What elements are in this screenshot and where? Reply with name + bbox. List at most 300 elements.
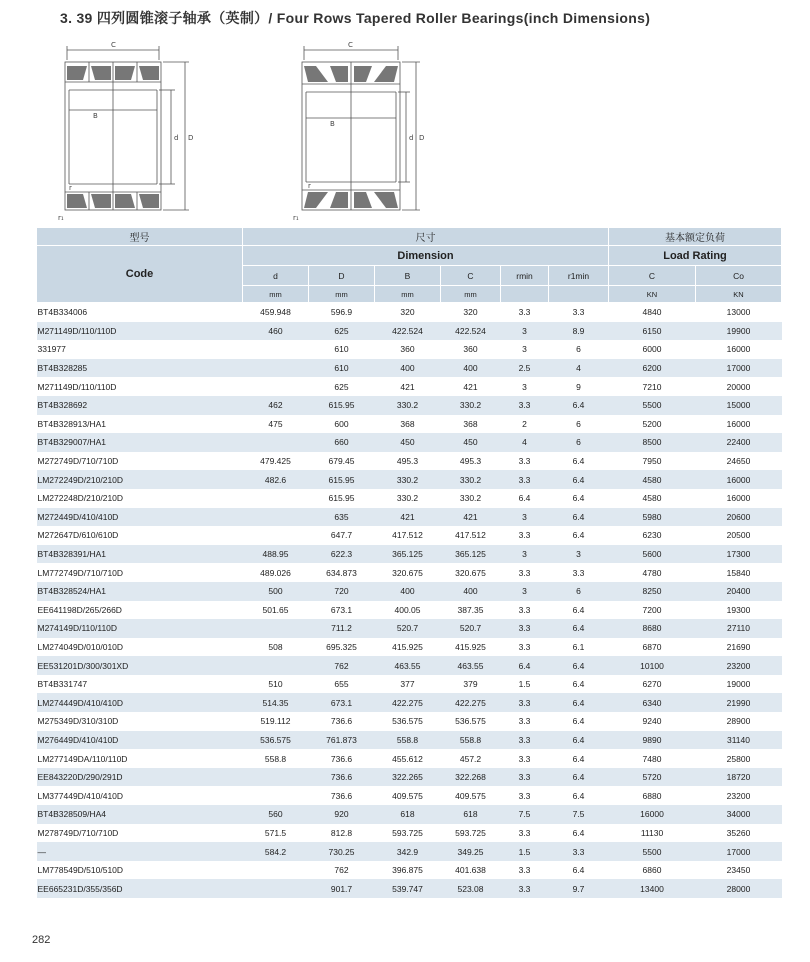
table-cell: 6340 <box>609 693 696 712</box>
table-cell: 558.8 <box>441 731 501 750</box>
table-cell: 6.4 <box>572 604 585 615</box>
table-cell: 421 <box>463 381 478 392</box>
table-cell <box>243 359 309 378</box>
table-cell <box>243 377 309 396</box>
table-cell: 422.275 <box>375 693 441 712</box>
bearing-code-cell: BT4B328524/HA1 <box>37 582 243 601</box>
table-cell: 23200 <box>696 656 782 675</box>
table-cell: 320.675 <box>455 567 486 578</box>
table-cell: 422.275 <box>441 693 501 712</box>
bearing-code-cell: M272647D/610/610D <box>37 530 119 541</box>
table-cell: 450 <box>375 433 441 452</box>
table-cell: 536.575 <box>455 716 486 727</box>
table-cell: 31140 <box>696 731 782 750</box>
table-cell: 417.512 <box>455 530 486 541</box>
table-cell: 455.612 <box>392 753 423 764</box>
table-cell: 16000 <box>726 344 751 355</box>
table-cell: 6880 <box>642 790 662 801</box>
table-cell: 3.3 <box>518 827 531 838</box>
table-cell: 593.725 <box>392 827 423 838</box>
label-big-d: D <box>419 134 425 142</box>
table-cell <box>243 768 309 787</box>
table-cell: 422.524 <box>441 322 501 341</box>
table-cell: 6.4 <box>549 508 609 527</box>
column-header: C <box>609 266 696 286</box>
bearing-spec-table <box>36 227 782 898</box>
table-cell <box>243 656 309 675</box>
bearing-code-cell: M271149D/110/110D <box>37 322 243 341</box>
table-cell: 365.125 <box>375 545 441 564</box>
bearing-code-cell: BT4B334006 <box>37 307 88 318</box>
bearing-code-cell: LM272248D/210/210D <box>37 493 124 504</box>
table-cell: 360 <box>400 344 415 355</box>
table-row <box>37 508 782 527</box>
table-cell: 13000 <box>726 307 751 318</box>
page-title: 3. 39 四列圆锥滚子轴承（英制）/ Four Rows Tapered Roller Bearings(inch Dimensions) <box>60 10 651 26</box>
table-cell: 459.948 <box>260 307 291 318</box>
table-row <box>37 619 782 638</box>
bearing-code-cell: BT4B328285 <box>37 359 243 378</box>
page-number: 282 <box>32 934 51 946</box>
table-cell: 761.873 <box>309 731 375 750</box>
bearing-diagram-right <box>290 32 440 222</box>
table-cell: 3.3 <box>518 790 531 801</box>
table-cell: 3.3 <box>518 567 531 578</box>
table-row <box>37 879 782 898</box>
table-row <box>37 563 782 582</box>
table-cell: 4580 <box>609 470 696 489</box>
bearing-code-cell: EE641198D/265/266D <box>37 604 122 615</box>
table-cell: 514.35 <box>243 693 309 712</box>
table-row <box>37 731 782 750</box>
table-cell: 9890 <box>609 731 696 750</box>
dimension-header-en: Dimension <box>243 246 609 266</box>
table-row <box>37 489 782 508</box>
table-cell: 27110 <box>696 619 782 638</box>
table-cell: 3.3 <box>518 641 531 652</box>
table-cell: 8500 <box>609 433 696 452</box>
bearing-code-cell: BT4B328509/HA4 <box>37 805 243 824</box>
table-cell: 2.5 <box>501 359 549 378</box>
table-cell: 695.325 <box>326 641 357 652</box>
bearing-code-cell: LM772749D/710/710D <box>37 567 124 578</box>
column-header: Co <box>696 266 782 286</box>
table-cell: 23450 <box>726 865 751 876</box>
table-cell: 736.6 <box>330 790 353 801</box>
label-big-d: D <box>188 134 194 142</box>
table-cell: 415.925 <box>455 641 486 652</box>
table-cell <box>243 508 309 527</box>
table-cell: 15840 <box>726 567 751 578</box>
table-cell: 3.3 <box>501 879 549 898</box>
bearing-code-cell: BT4B328692 <box>37 396 243 415</box>
table-cell: 520.7 <box>375 619 441 638</box>
table-cell: 409.575 <box>455 790 486 801</box>
table-cell: 6000 <box>642 344 662 355</box>
table-cell: 593.725 <box>455 827 486 838</box>
table-cell: 679.45 <box>328 456 355 467</box>
table-cell: 7.5 <box>501 805 549 824</box>
table-cell: 7210 <box>642 381 662 392</box>
table-cell: 5500 <box>609 842 696 861</box>
table-row <box>37 470 782 489</box>
table-cell: 5980 <box>609 508 696 527</box>
table-row <box>37 805 782 824</box>
table-cell: 6.4 <box>572 530 585 541</box>
table-cell: 320 <box>463 307 478 318</box>
table-cell: 610 <box>334 344 349 355</box>
table-cell: 16000 <box>696 470 782 489</box>
table-cell: 11130 <box>640 827 664 838</box>
table-cell: 615.95 <box>309 470 375 489</box>
table-cell: 21990 <box>696 693 782 712</box>
table-cell: 536.575 <box>243 731 309 750</box>
bearing-code-cell: M272749D/710/710D <box>37 456 119 467</box>
table-cell: 539.747 <box>375 879 441 898</box>
table-cell: 379 <box>463 679 478 690</box>
table-cell: 6270 <box>642 679 662 690</box>
table-cell: 558.8 <box>264 753 287 764</box>
table-cell: 2 <box>522 418 527 429</box>
table-cell: 400 <box>375 582 441 601</box>
label-r1: r₁ <box>293 214 299 222</box>
table-cell: 23200 <box>726 790 751 801</box>
table-row <box>37 359 782 378</box>
bearing-code-cell: M275349D/310/310D <box>37 716 119 727</box>
table-cell: 6.4 <box>549 656 609 675</box>
table-cell: 6.4 <box>518 493 531 504</box>
bearing-diagram-left <box>55 32 215 222</box>
table-row <box>37 749 782 768</box>
table-cell: 655 <box>334 679 349 690</box>
table-cell: 400 <box>441 359 501 378</box>
table-cell: 6 <box>549 433 609 452</box>
table-cell: 1.5 <box>518 679 531 690</box>
table-row <box>37 656 782 675</box>
table-cell: 3 <box>522 381 527 392</box>
table-cell: 520.7 <box>441 619 501 638</box>
table-cell: 596.9 <box>330 307 353 318</box>
table-cell: 9240 <box>642 716 662 727</box>
table-cell <box>243 861 309 880</box>
table-cell: 463.55 <box>441 656 501 675</box>
bearing-code-cell: BT4B328391/HA1 <box>37 545 243 564</box>
table-cell: 615.95 <box>309 396 375 415</box>
table-cell: 560 <box>243 805 309 824</box>
table-cell: 615.95 <box>328 493 355 504</box>
table-row <box>37 340 782 359</box>
table-cell: 3.3 <box>572 307 585 318</box>
table-cell: 6.4 <box>549 693 609 712</box>
table-cell: 3.3 <box>501 396 549 415</box>
table-cell: 6 <box>549 582 609 601</box>
table-cell: 920 <box>309 805 375 824</box>
table-cell <box>243 489 309 508</box>
table-cell: 365.125 <box>441 545 501 564</box>
code-header-cn: 型号 <box>37 228 243 246</box>
table-cell: 495.3 <box>396 456 419 467</box>
table-cell: 7200 <box>642 604 662 615</box>
table-cell: 3.3 <box>518 307 531 318</box>
table-row <box>37 638 782 657</box>
unit-header <box>549 286 609 303</box>
column-header: C <box>441 266 501 286</box>
column-header: B <box>375 266 441 286</box>
table-cell: 421 <box>375 508 441 527</box>
table-cell: 1.5 <box>501 842 549 861</box>
label-b: B <box>330 120 335 128</box>
table-cell: 457.2 <box>459 753 482 764</box>
table-cell: 3 <box>501 545 549 564</box>
table-cell: 625 <box>334 381 349 392</box>
table-cell: 6 <box>576 418 581 429</box>
table-cell: 901.7 <box>309 879 375 898</box>
table-cell: 6.4 <box>501 656 549 675</box>
table-cell: 489.026 <box>260 567 291 578</box>
table-row <box>37 768 782 787</box>
table-cell: 462 <box>243 396 309 415</box>
bearing-code-cell: LM778549D/510/510D <box>37 865 124 876</box>
table-cell: 24650 <box>726 456 751 467</box>
table-cell <box>243 526 309 545</box>
table-row <box>37 452 782 471</box>
label-r1: r₁ <box>58 214 64 222</box>
label-small-d: d <box>409 134 414 142</box>
table-cell: 6.4 <box>572 456 585 467</box>
table-row <box>37 303 782 322</box>
label-c: C <box>348 41 353 49</box>
bearing-code-cell: M276449D/410/410D <box>37 731 243 750</box>
table-cell: 6.4 <box>549 768 609 787</box>
bearing-code-cell: LM377449D/410/410D <box>37 790 124 801</box>
table-cell: 482.6 <box>243 470 309 489</box>
table-cell: 6.1 <box>572 641 585 652</box>
bearing-code-cell: BT4B329007/HA1 <box>37 433 243 452</box>
table-cell: 3.3 <box>501 768 549 787</box>
table-cell: 500 <box>243 582 309 601</box>
table-cell: 7480 <box>642 753 662 764</box>
label-b: B <box>93 112 98 120</box>
table-cell <box>243 619 309 638</box>
table-row <box>37 433 782 452</box>
table-cell: 610 <box>309 359 375 378</box>
table-cell: 4780 <box>642 567 662 578</box>
table-cell: 730.25 <box>309 842 375 861</box>
table-cell: 330.2 <box>459 493 482 504</box>
table-cell: 6150 <box>609 322 696 341</box>
table-row <box>37 824 782 843</box>
table-cell: 622.3 <box>309 545 375 564</box>
bearing-code-cell: M278749D/710/710D <box>37 827 119 838</box>
bearing-code-cell: M272449D/410/410D <box>37 508 243 527</box>
bearing-code-cell: BT4B328913/HA1 <box>37 418 107 429</box>
table-cell: 711.2 <box>309 619 375 638</box>
table-cell: 421 <box>441 508 501 527</box>
table-cell: 634.873 <box>326 567 357 578</box>
table-cell: 400 <box>375 359 441 378</box>
table-cell: 571.5 <box>264 827 287 838</box>
table-cell: 22400 <box>696 433 782 452</box>
table-cell: 320 <box>400 307 415 318</box>
unit-header: mm <box>375 286 441 303</box>
table-cell: 4580 <box>642 493 662 504</box>
table-cell: 600 <box>334 418 349 429</box>
bearing-code-cell: LM274449D/410/410D <box>37 693 243 712</box>
table-cell <box>243 879 309 898</box>
table-cell: 3.3 <box>501 693 549 712</box>
table-cell: 5720 <box>609 768 696 787</box>
table-cell: 6 <box>576 344 581 355</box>
table-cell: 3.3 <box>572 567 585 578</box>
table-cell: 495.3 <box>459 456 482 467</box>
table-cell: 422.524 <box>375 322 441 341</box>
table-row <box>37 693 782 712</box>
table-row <box>37 786 782 805</box>
table-cell: 17000 <box>696 359 782 378</box>
bearing-code-cell: 331977 <box>37 344 66 355</box>
table-cell: 3.3 <box>518 753 531 764</box>
table-cell: 8.9 <box>549 322 609 341</box>
table-cell: 6.4 <box>572 493 585 504</box>
table-cell: 584.2 <box>243 842 309 861</box>
table-cell: 660 <box>309 433 375 452</box>
table-row <box>37 526 782 545</box>
table-cell: 3.3 <box>518 865 531 876</box>
table-cell: 673.1 <box>309 693 375 712</box>
table-cell: 3.3 <box>518 604 531 615</box>
table-cell: 6.4 <box>549 619 609 638</box>
table-cell: 3 <box>522 344 527 355</box>
table-row <box>37 842 782 861</box>
table-cell: 6.4 <box>572 865 585 876</box>
table-cell: 17300 <box>696 545 782 564</box>
table-cell: 400.05 <box>394 604 421 615</box>
table-cell: 7.5 <box>549 805 609 824</box>
table-cell <box>243 433 309 452</box>
table-cell: 523.08 <box>441 879 501 898</box>
table-cell: 558.8 <box>375 731 441 750</box>
table-cell: 349.25 <box>441 842 501 861</box>
table-cell: 488.95 <box>243 545 309 564</box>
bearing-code-cell: LM272249D/210/210D <box>37 470 243 489</box>
label-r: r <box>69 184 72 192</box>
table-cell: 508 <box>268 641 283 652</box>
table-cell: 6200 <box>609 359 696 378</box>
code-header-en: Code <box>37 246 243 303</box>
unit-header <box>501 286 549 303</box>
bearing-code-cell: EE665231D/355/356D <box>37 879 243 898</box>
table-cell: 9.7 <box>549 879 609 898</box>
table-cell: 736.6 <box>330 753 353 764</box>
table-row <box>37 377 782 396</box>
table-cell: 19000 <box>726 679 751 690</box>
table-cell: 342.9 <box>375 842 441 861</box>
table-cell: 3.3 <box>501 731 549 750</box>
table-cell: 19900 <box>696 322 782 341</box>
table-cell: 450 <box>441 433 501 452</box>
bearing-code-cell: EE843220D/290/291D <box>37 768 243 787</box>
table-cell: 6.4 <box>549 731 609 750</box>
table-cell: 762 <box>309 656 375 675</box>
table-cell: 762 <box>334 865 349 876</box>
table-cell: 9 <box>576 381 581 392</box>
column-header: d <box>243 266 309 286</box>
table-cell: 330.2 <box>441 396 501 415</box>
table-cell: 3 <box>501 508 549 527</box>
table-cell: 10100 <box>609 656 696 675</box>
table-cell: 3.3 <box>518 530 531 541</box>
table-cell: 3.3 <box>501 619 549 638</box>
table-cell: 475 <box>268 418 283 429</box>
table-cell: 6.4 <box>572 790 585 801</box>
table-cell: 330.2 <box>396 493 419 504</box>
table-cell: 330.2 <box>441 470 501 489</box>
table-cell: 17000 <box>696 842 782 861</box>
table-cell: 3.3 <box>518 456 531 467</box>
table-cell: 4840 <box>642 307 662 318</box>
table-cell: 34000 <box>696 805 782 824</box>
table-cell: 618 <box>441 805 501 824</box>
table-cell: 6230 <box>642 530 662 541</box>
unit-header: mm <box>309 286 375 303</box>
table-cell: 812.8 <box>330 827 353 838</box>
table-cell: 4 <box>501 433 549 452</box>
table-cell: 635 <box>309 508 375 527</box>
load-header-en: Load Rating <box>609 246 782 266</box>
table-cell: 16000 <box>726 493 751 504</box>
table-cell <box>243 340 309 359</box>
table-cell: 8250 <box>609 582 696 601</box>
table-cell: 3 <box>501 582 549 601</box>
table-cell: 6.4 <box>572 753 585 764</box>
column-header: r1min <box>549 266 609 286</box>
table-cell: 6.4 <box>572 716 585 727</box>
table-cell: 3 <box>501 322 549 341</box>
table-cell: 409.575 <box>392 790 423 801</box>
table-cell: 28000 <box>696 879 782 898</box>
table-cell: 510 <box>268 679 283 690</box>
table-cell: 5200 <box>642 418 662 429</box>
table-cell: 25800 <box>726 753 751 764</box>
bearing-code-cell: M271149D/110/110D <box>37 381 117 392</box>
table-row <box>37 582 782 601</box>
table-cell: 479.425 <box>260 456 291 467</box>
table-row <box>37 322 782 341</box>
dimension-header-cn: 尺寸 <box>243 228 609 246</box>
table-cell: 396.875 <box>392 865 423 876</box>
table-cell: 3.3 <box>518 716 531 727</box>
bearing-code-cell: LM277149DA/110/110D <box>37 753 128 764</box>
unit-header: KN <box>609 286 696 303</box>
unit-header: mm <box>441 286 501 303</box>
table-cell: 13400 <box>609 879 696 898</box>
table-cell: 401.638 <box>455 865 486 876</box>
table-cell: 501.65 <box>262 604 289 615</box>
table-cell: 519.112 <box>260 716 291 727</box>
table-row <box>37 396 782 415</box>
table-cell: 21690 <box>726 641 751 652</box>
table-cell: 330.2 <box>375 396 441 415</box>
table-cell: 6.4 <box>572 827 585 838</box>
table-cell: 368 <box>400 418 415 429</box>
table-cell: 3 <box>549 545 609 564</box>
bearing-code-cell: EE531201D/300/301XD <box>37 656 243 675</box>
table-cell: 625 <box>309 322 375 341</box>
table-cell: 320.675 <box>392 567 423 578</box>
bearing-code-cell: M274149D/110/110D <box>37 619 243 638</box>
table-cell: 18720 <box>696 768 782 787</box>
table-row <box>37 415 782 434</box>
